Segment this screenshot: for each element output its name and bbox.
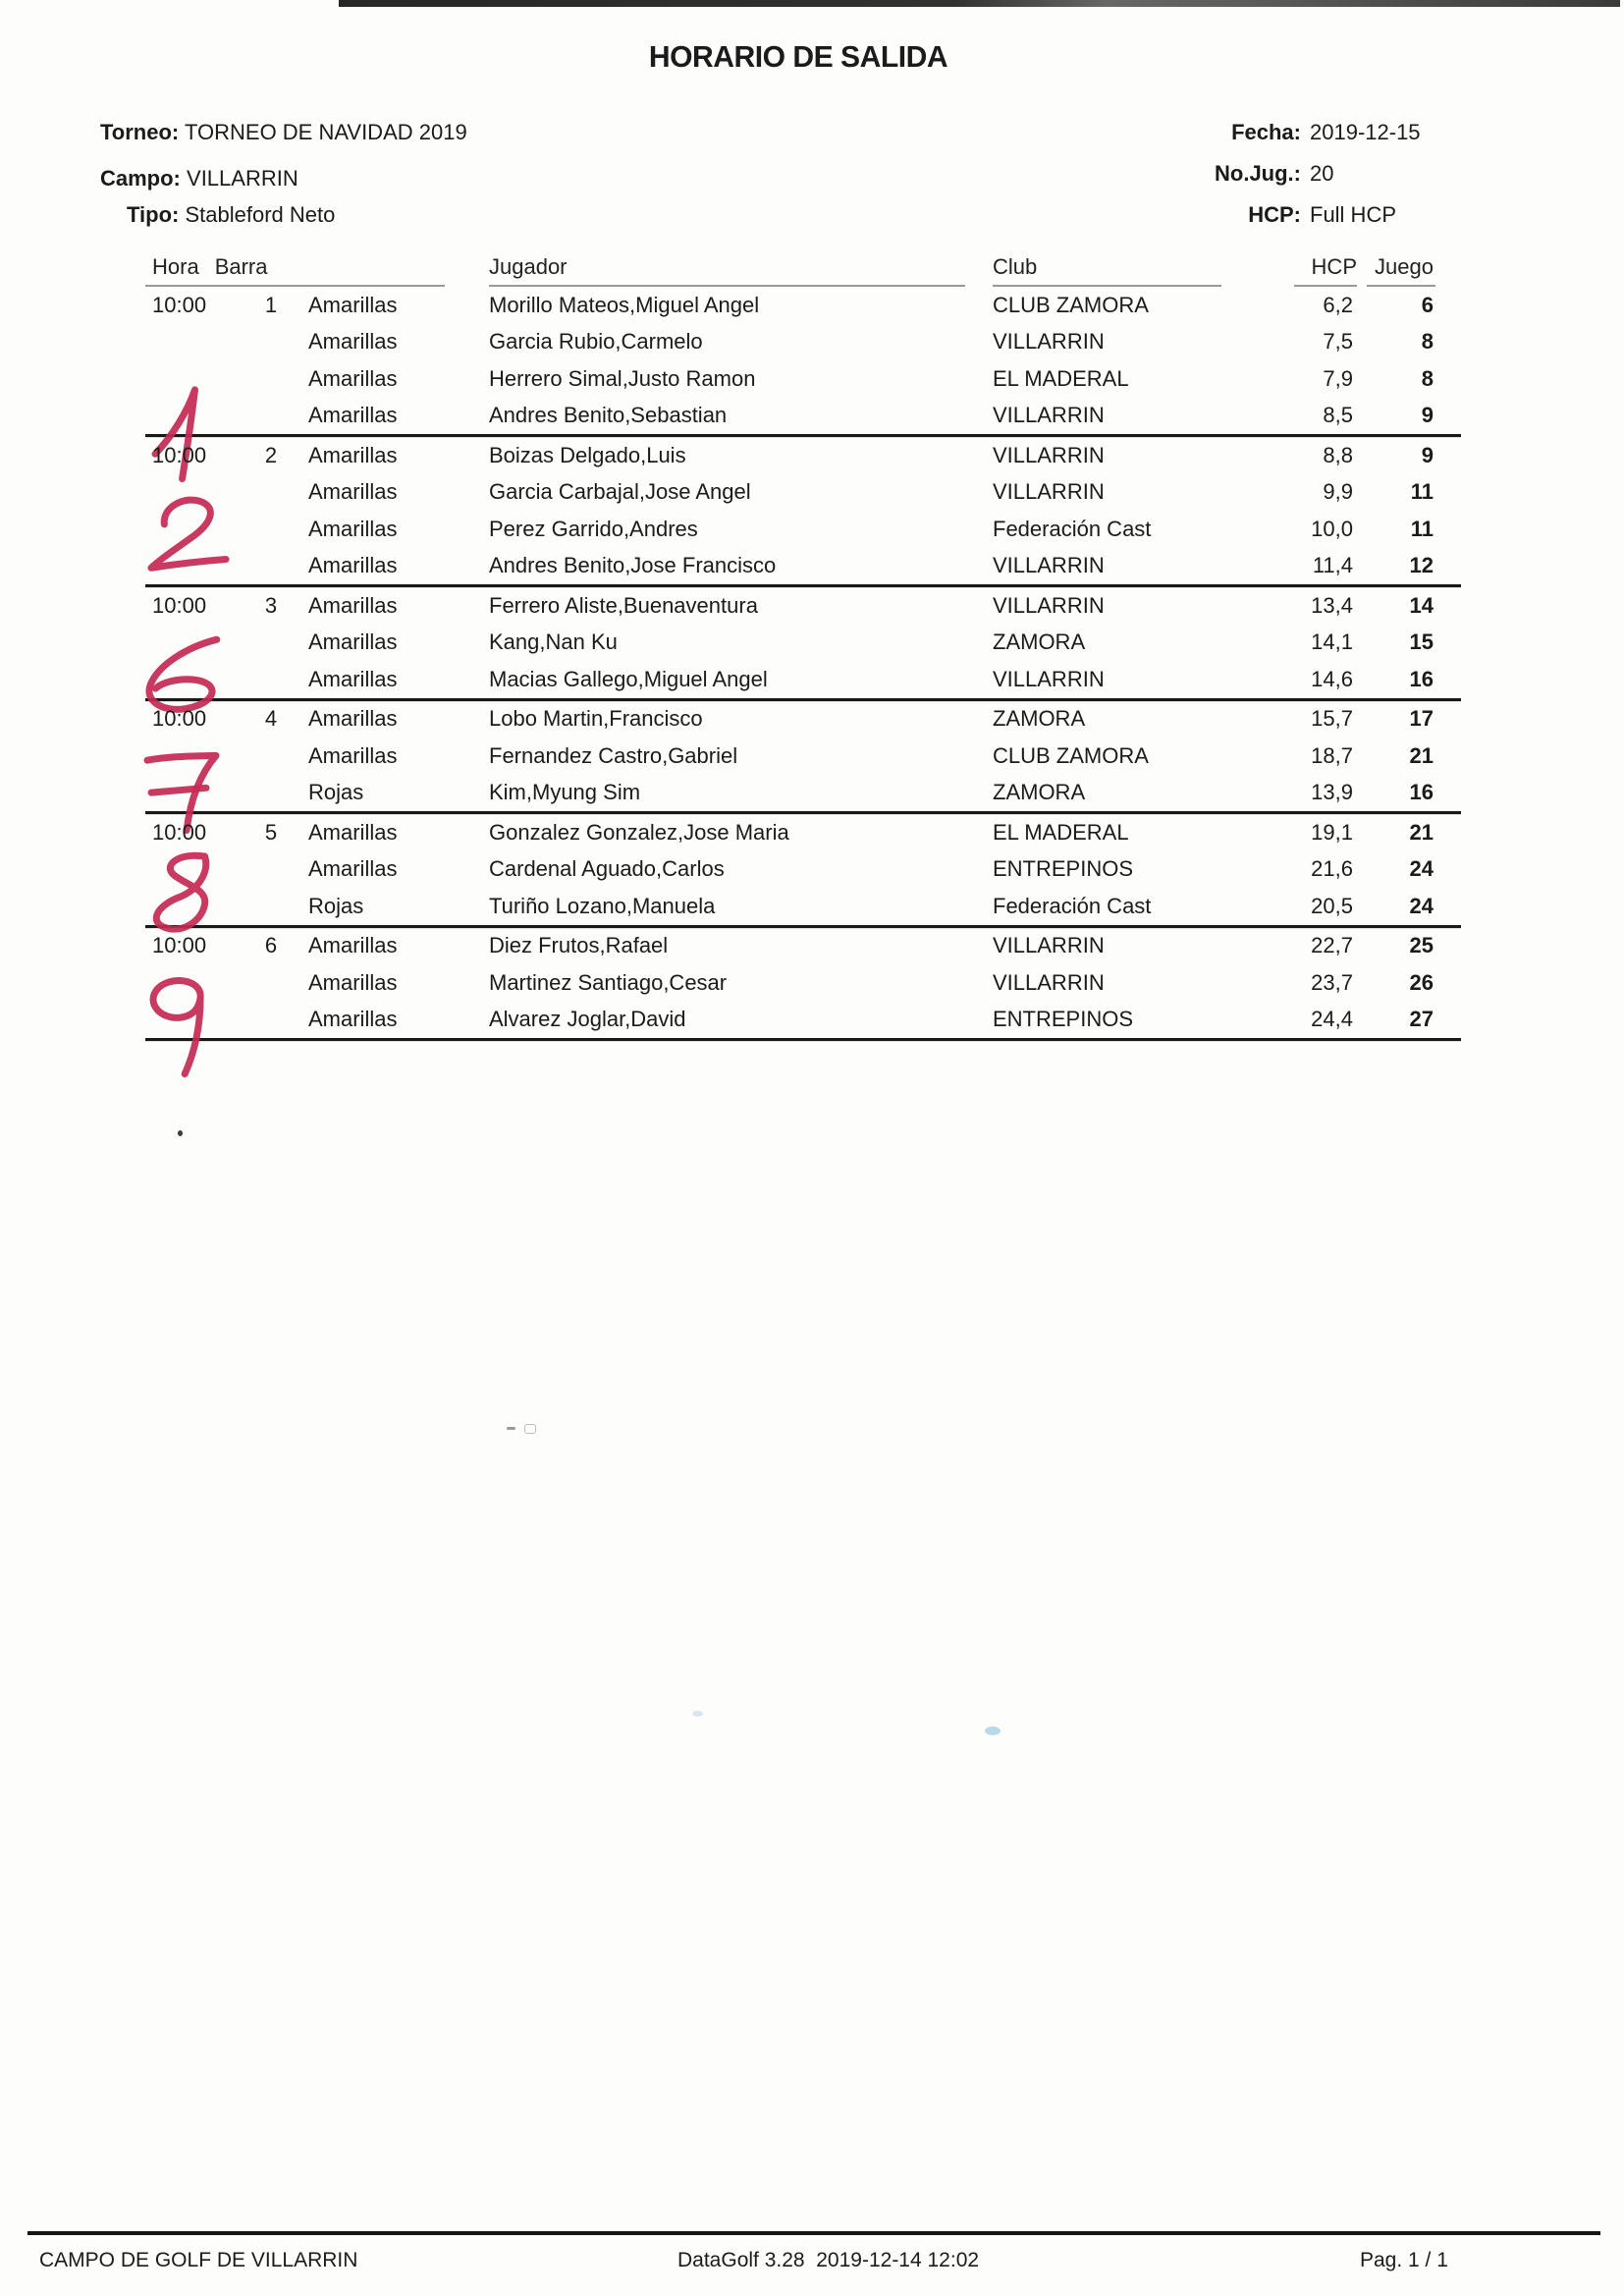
hcp-cell: 19,1: [1311, 819, 1353, 845]
meta-tipo-value: Stableford Neto: [185, 202, 336, 227]
scan-speck: [692, 1711, 703, 1717]
club-cell: VILLARRIN: [993, 553, 1105, 578]
meta-hcp-value: Full HCP: [1310, 202, 1397, 227]
tees-color-cell: Amarillas: [308, 553, 398, 578]
meta-hcp-label: HCP:: [1248, 202, 1301, 227]
juego-cell: 17: [1409, 706, 1434, 732]
player-name-cell: Kang,Nan Ku: [489, 629, 618, 655]
col-header-club: Club: [993, 254, 1221, 287]
table-row: [145, 587, 1461, 625]
club-cell: Federación Cast: [993, 516, 1152, 541]
club-cell: ZAMORA: [993, 706, 1086, 732]
table-row: [145, 775, 1461, 812]
juego-cell: 26: [1409, 969, 1434, 995]
juego-cell: 16: [1409, 666, 1434, 691]
tees-color-cell: Amarillas: [308, 329, 398, 355]
barra-cell: 5: [264, 819, 278, 845]
hcp-cell: 20,5: [1311, 893, 1353, 918]
hcp-cell: 18,7: [1311, 742, 1353, 768]
player-name-cell: Perez Garrido,Andres: [489, 516, 698, 541]
meta-torneo-label: Torneo:: [100, 120, 180, 144]
player-name-cell: Kim,Myung Sim: [489, 780, 641, 805]
hcp-cell: 7,5: [1323, 329, 1353, 355]
player-name-cell: Lobo Martin,Francisco: [489, 706, 703, 732]
flight-group: [145, 587, 1461, 701]
footer-rule: [27, 2231, 1600, 2235]
table-row: [145, 360, 1461, 398]
col-header-jugador: Jugador: [489, 254, 965, 287]
table-row: [145, 964, 1461, 1002]
club-cell: VILLARRIN: [993, 933, 1105, 958]
player-name-cell: Andres Benito,Jose Francisco: [489, 553, 777, 578]
barra-cell: 4: [264, 706, 278, 732]
player-name-cell: Andres Benito,Sebastian: [489, 403, 728, 428]
juego-cell: 12: [1409, 553, 1434, 578]
page-title: HORARIO DE SALIDA: [648, 39, 948, 74]
table-row: [145, 511, 1461, 548]
table-row: [145, 324, 1461, 361]
hora-cell: 10:00: [152, 706, 207, 732]
footer-course-name: CAMPO DE GOLF DE VILLARRIN: [39, 2249, 358, 2271]
player-name-cell: Turiño Lozano,Manuela: [489, 893, 716, 918]
club-cell: ZAMORA: [993, 629, 1086, 655]
club-cell: Federación Cast: [993, 893, 1152, 918]
meta-torneo-value: TORNEO DE NAVIDAD 2019: [184, 120, 467, 144]
club-cell: VILLARRIN: [993, 403, 1105, 428]
tees-color-cell: Amarillas: [308, 742, 398, 768]
hcp-cell: 11,4: [1312, 553, 1353, 578]
player-name-cell: Macias Gallego,Miguel Angel: [489, 666, 768, 691]
scan-speck: [507, 1427, 515, 1430]
club-cell: EL MADERAL: [993, 365, 1129, 391]
tees-color-cell: Amarillas: [308, 819, 398, 845]
meta-nojug: [1183, 161, 1333, 187]
flight-group: [145, 701, 1461, 815]
juego-cell: 24: [1409, 856, 1434, 882]
scan-speck: [985, 1726, 1001, 1735]
player-name-cell: Boizas Delgado,Luis: [489, 442, 686, 467]
hora-cell: 10:00: [152, 292, 207, 317]
juego-cell: 25: [1409, 933, 1434, 958]
table-row: [145, 625, 1461, 662]
tees-color-cell: Rojas: [308, 780, 364, 805]
player-name-cell: Ferrero Aliste,Buenaventura: [489, 592, 758, 618]
tees-color-cell: Amarillas: [308, 442, 398, 467]
meta-campo: [100, 166, 298, 191]
flight-group: [145, 287, 1461, 437]
hcp-cell: 13,4: [1311, 592, 1353, 618]
hcp-cell: 6,2: [1323, 292, 1353, 317]
table-row: [145, 851, 1461, 889]
tees-color-cell: Amarillas: [308, 969, 398, 995]
hcp-cell: 8,8: [1323, 442, 1353, 467]
hora-cell: 10:00: [152, 592, 207, 618]
tees-color-cell: Amarillas: [308, 629, 398, 655]
club-cell: VILLARRIN: [993, 592, 1105, 618]
juego-cell: 15: [1409, 629, 1434, 655]
club-cell: VILLARRIN: [993, 666, 1105, 691]
player-name-cell: Morillo Mateos,Miguel Angel: [489, 292, 760, 317]
hcp-cell: 7,9: [1323, 365, 1353, 391]
club-cell: VILLARRIN: [993, 442, 1105, 467]
juego-cell: 6: [1421, 292, 1434, 317]
juego-cell: 24: [1409, 893, 1434, 918]
tees-color-cell: Amarillas: [308, 292, 398, 317]
player-name-cell: Cardenal Aguado,Carlos: [489, 856, 725, 882]
hora-cell: 10:00: [152, 442, 207, 467]
table-row: [145, 661, 1461, 698]
flight-group: [145, 928, 1461, 1042]
barra-cell: 2: [264, 442, 278, 467]
juego-cell: 11: [1410, 516, 1434, 541]
meta-nojug-label: No.Jug.:: [1215, 161, 1301, 186]
club-cell: VILLARRIN: [993, 329, 1105, 355]
hcp-cell: 8,5: [1323, 403, 1353, 428]
table-header-row: [145, 253, 1461, 287]
table-row: [145, 398, 1461, 435]
club-cell: ENTREPINOS: [993, 856, 1134, 882]
juego-cell: 27: [1409, 1007, 1434, 1032]
hcp-cell: 13,9: [1311, 780, 1353, 805]
hora-cell: 10:00: [152, 933, 207, 958]
table-row: [145, 888, 1461, 925]
table-body: [145, 287, 1461, 1041]
tees-color-cell: Amarillas: [308, 856, 398, 882]
juego-cell: 14: [1409, 592, 1434, 618]
footer-page-number: Pag. 1 / 1: [1360, 2249, 1448, 2271]
club-cell: EL MADERAL: [993, 819, 1129, 845]
player-name-cell: Herrero Simal,Justo Ramon: [489, 365, 756, 391]
scan-speck: [178, 1130, 183, 1136]
col-header-hora: Hora: [152, 253, 199, 279]
tees-color-cell: Amarillas: [308, 479, 398, 505]
meta-nojug-value: 20: [1310, 161, 1334, 186]
player-name-cell: Alvarez Joglar,David: [489, 1007, 686, 1032]
meta-campo-label: Campo:: [100, 166, 181, 191]
player-name-cell: Fernandez Castro,Gabriel: [489, 742, 738, 768]
barra-cell: 3: [264, 592, 278, 618]
footer-software-info: DataGolf 3.28 2019-12-14 12:02: [677, 2249, 980, 2271]
table-row: [145, 814, 1461, 851]
table-row: [145, 287, 1461, 324]
hcp-cell: 23,7: [1311, 969, 1353, 995]
flight-group: [145, 437, 1461, 587]
meta-tipo: [127, 202, 335, 228]
juego-cell: 9: [1421, 403, 1434, 428]
barra-cell: 1: [264, 292, 278, 317]
juego-cell: 8: [1421, 365, 1434, 391]
tees-color-cell: Amarillas: [308, 1007, 398, 1032]
juego-cell: 21: [1409, 819, 1434, 845]
hcp-cell: 9,9: [1323, 479, 1353, 505]
club-cell: CLUB ZAMORA: [993, 292, 1149, 317]
club-cell: ZAMORA: [993, 780, 1086, 805]
player-name-cell: Martinez Santiago,Cesar: [489, 969, 728, 995]
club-cell: VILLARRIN: [993, 479, 1105, 505]
meta-campo-value: VILLARRIN: [187, 166, 298, 191]
tees-color-cell: Amarillas: [308, 706, 398, 732]
juego-cell: 21: [1409, 742, 1434, 768]
scan-speck: [524, 1424, 536, 1434]
flight-group: [145, 814, 1461, 928]
barra-cell: 6: [264, 933, 278, 958]
col-header-barra: Barra: [214, 253, 268, 279]
club-cell: ENTREPINOS: [993, 1007, 1134, 1032]
player-name-cell: Garcia Carbajal,Jose Angel: [489, 479, 751, 505]
hcp-cell: 24,4: [1311, 1007, 1353, 1032]
hcp-cell: 10,0: [1311, 516, 1353, 541]
meta-torneo: [100, 120, 467, 145]
club-cell: VILLARRIN: [993, 969, 1105, 995]
meta-hcp: [1183, 202, 1396, 228]
tees-color-cell: Amarillas: [308, 592, 398, 618]
juego-cell: 11: [1410, 479, 1434, 505]
table-row: [145, 548, 1461, 585]
hcp-cell: 14,1: [1311, 629, 1353, 655]
col-header-hcp: HCP: [1294, 254, 1357, 287]
club-cell: CLUB ZAMORA: [993, 742, 1149, 768]
tees-color-cell: Amarillas: [308, 666, 398, 691]
juego-cell: 16: [1409, 780, 1434, 805]
tee-times-table: [145, 253, 1461, 1041]
juego-cell: 9: [1421, 442, 1434, 467]
player-name-cell: Diez Frutos,Rafael: [489, 933, 669, 958]
player-name-cell: Garcia Rubio,Carmelo: [489, 329, 703, 355]
hcp-cell: 21,6: [1311, 856, 1353, 882]
tees-color-cell: Amarillas: [308, 365, 398, 391]
table-row: [145, 738, 1461, 775]
table-row: [145, 701, 1461, 738]
scanner-edge-artifact: [339, 0, 1620, 7]
meta-fecha-value: 2019-12-15: [1310, 120, 1421, 144]
meta-fecha-label: Fecha:: [1231, 120, 1301, 144]
table-row: [145, 474, 1461, 512]
player-name-cell: Gonzalez Gonzalez,Jose Maria: [489, 819, 789, 845]
tees-color-cell: Amarillas: [308, 403, 398, 428]
hcp-cell: 14,6: [1311, 666, 1353, 691]
tees-color-cell: Rojas: [308, 893, 364, 918]
meta-tipo-label: Tipo:: [127, 202, 180, 227]
table-row: [145, 1002, 1461, 1039]
hcp-cell: 22,7: [1311, 933, 1353, 958]
table-row: [145, 437, 1461, 474]
table-row: [145, 928, 1461, 965]
tees-color-cell: Amarillas: [308, 516, 398, 541]
hcp-cell: 15,7: [1311, 706, 1353, 732]
col-header-juego: Juego: [1367, 254, 1435, 287]
meta-fecha: [1183, 120, 1421, 145]
juego-cell: 8: [1421, 329, 1434, 355]
tees-color-cell: Amarillas: [308, 933, 398, 958]
hora-cell: 10:00: [152, 819, 207, 845]
